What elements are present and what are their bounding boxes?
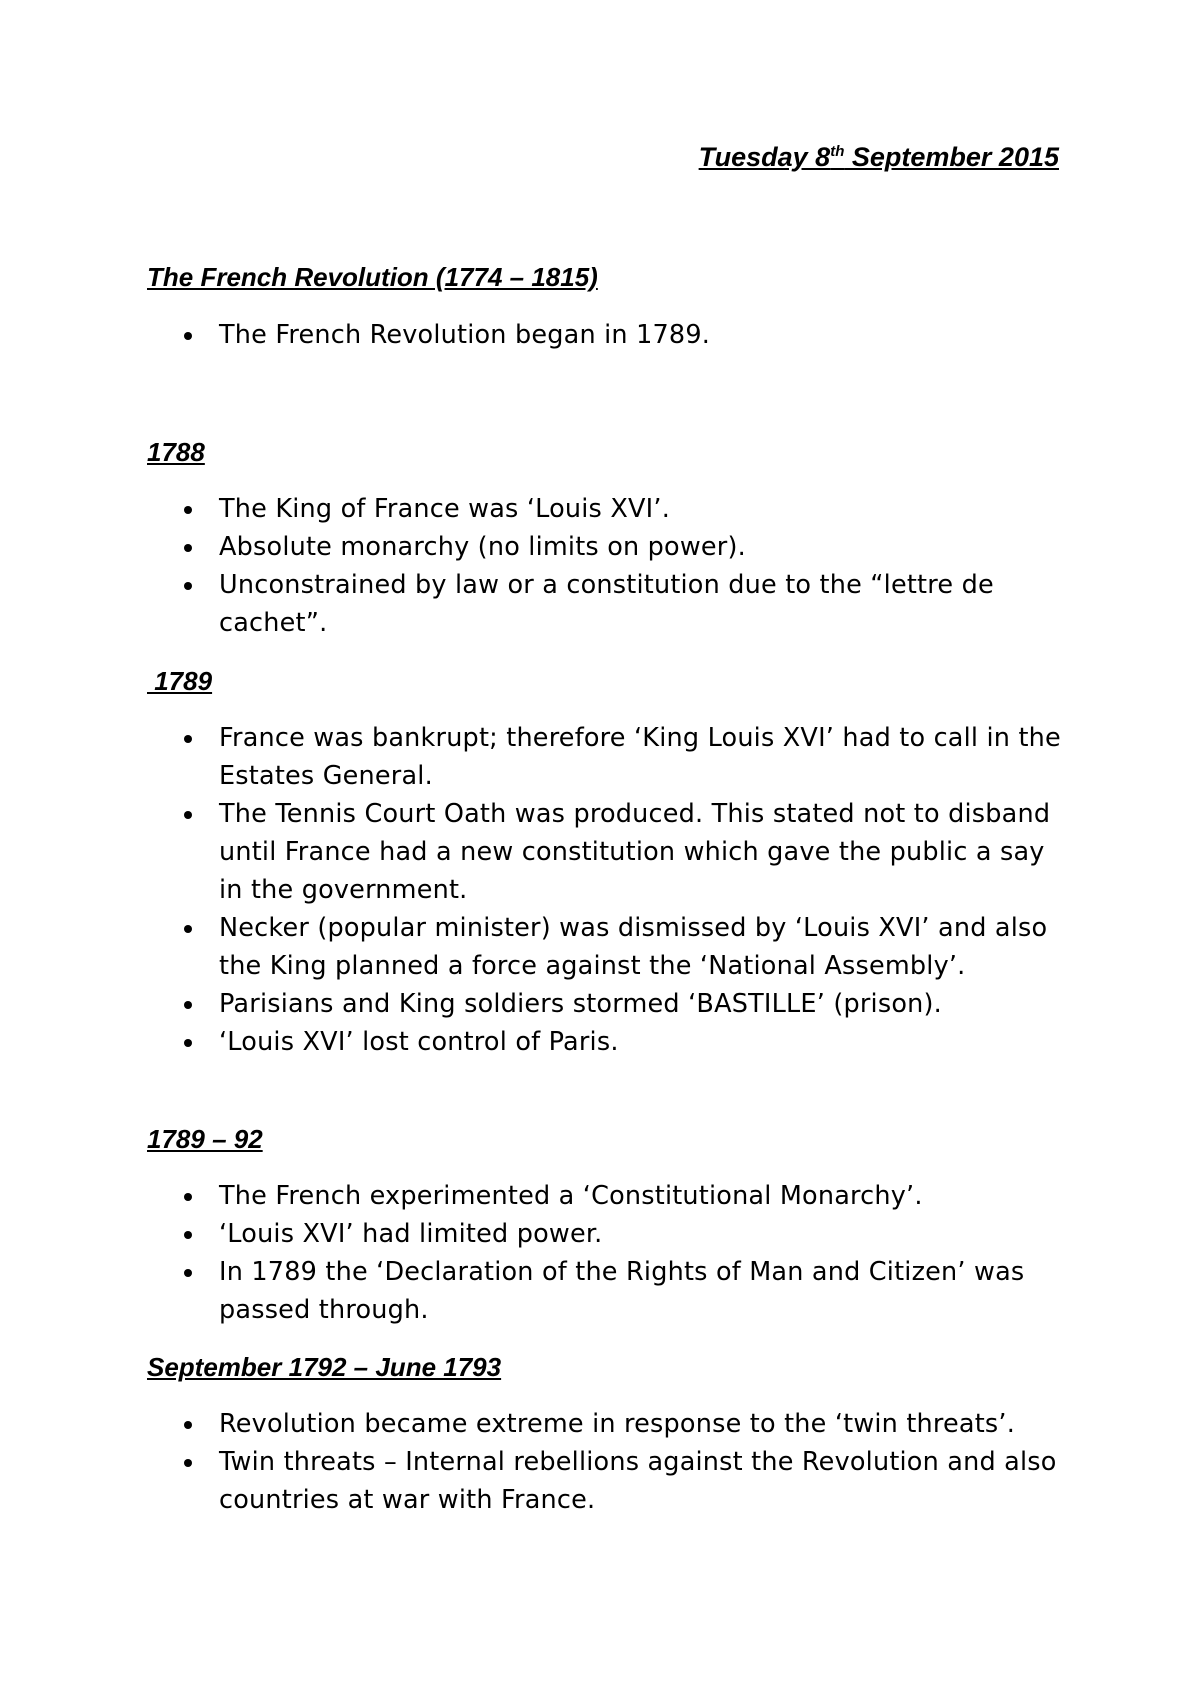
bullet-item: Twin threats – Internal rebellions against the Revolution and also countries at war with France. [0,1443,1069,1519]
bullet-list [0,1177,1069,1329]
bullet-item: Revolution became extreme in response to the ‘twin threats’. [0,1405,1069,1443]
section-heading: 1789 – 92 [147,1124,263,1154]
date-line [699,142,1059,173]
date-rest: September 2015 [844,142,1059,172]
bullet-item: Absolute monarchy (no limits on power). [0,528,1069,566]
bullet-item: Parisians and King soldiers stormed ‘BASTILLE’ (prison). [0,985,1069,1023]
bullet-item: ‘Louis XVI’ lost control of Paris. [0,1023,1069,1061]
bullet-item: ‘Louis XVI’ had limited power. [0,1215,1069,1253]
bullet-item: The French Revolution began in 1789. [0,316,1069,354]
bullet-list [0,1405,1069,1519]
bullet-item: Unconstrained by law or a constitution due to the “lettre de cachet”. [0,566,1069,642]
bullet-list [0,490,1069,642]
section-heading: 1788 [147,437,205,467]
bullet-item: In 1789 the ‘Declaration of the Rights of Man and Citizen’ was passed through. [0,1253,1069,1329]
bullet-item: The Tennis Court Oath was produced. This stated not to disband until France had a new constitution which gave the public a say in the government. [0,795,1069,909]
section-heading: The French Revolution (1774 – 1815) [147,262,598,292]
bullet-list [0,719,1069,1061]
bullet-item: The French experimented a ‘Constitutional Monarchy’. [0,1177,1069,1215]
bullet-list [0,316,1069,354]
bullet-item: France was bankrupt; therefore ‘King Louis XVI’ had to call in the Estates General. [0,719,1069,795]
date-suffix: th [830,143,845,160]
section-heading: September 1792 – June 1793 [147,1352,502,1382]
bullet-item: The King of France was ‘Louis XVI’. [0,490,1069,528]
date-day: Tuesday 8 [698,142,831,172]
bullet-item: Necker (popular minister) was dismissed by ‘Louis XVI’ and also the King planned a force against the ‘National Assembly’. [0,909,1069,985]
section-heading: 1789 [147,666,213,696]
